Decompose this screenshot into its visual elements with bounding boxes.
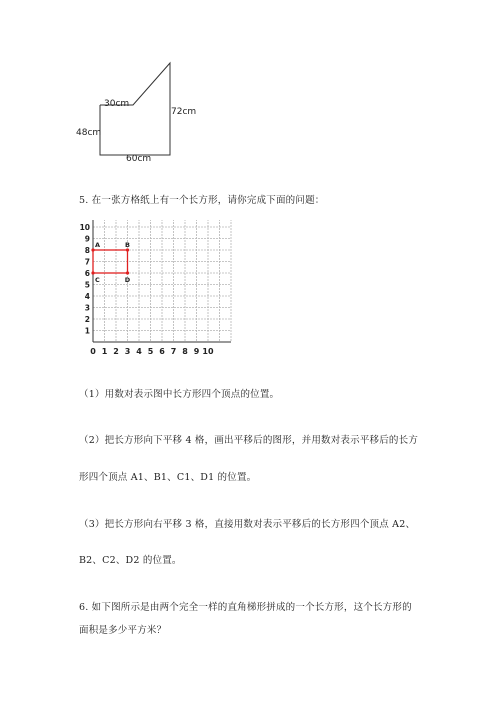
x-tick-label: 3 bbox=[124, 347, 131, 356]
coordinate-grid bbox=[0, 220, 260, 365]
y-tick-label: 10 bbox=[79, 223, 90, 232]
question-5-part-3-line-1: （3）把长方形向右平移 3 格，直接用数对表示平移后的长方形四个顶点 A2、 bbox=[79, 519, 416, 530]
x-tick-label: 2 bbox=[113, 347, 119, 356]
bottom-side-label: 60cm bbox=[126, 154, 152, 164]
question-5-part-2-line-2: 形四个顶点 A1、B1、C1、D1 的位置。 bbox=[79, 472, 257, 483]
question-5-part-3-line-2: B2、C2、D2 的位置。 bbox=[79, 555, 182, 566]
x-tick-label: 8 bbox=[182, 347, 188, 356]
vertex-label-d: D bbox=[124, 276, 131, 284]
x-tick-label: 9 bbox=[193, 347, 200, 356]
y-tick-label: 8 bbox=[84, 246, 90, 255]
left-side-label: 48cm bbox=[76, 128, 102, 138]
right-side-label: 72cm bbox=[171, 107, 197, 117]
x-tick-label: 4 bbox=[136, 347, 142, 356]
x-tick-label: 5 bbox=[147, 347, 154, 356]
y-tick-label: 1 bbox=[84, 326, 90, 336]
x-tick-label: 1 bbox=[101, 347, 108, 356]
question-5-part-1: （1）用数对表示图中长方形四个顶点的位置。 bbox=[79, 389, 280, 400]
vertex-label-a: A bbox=[95, 241, 101, 249]
y-tick-label: 5 bbox=[84, 280, 90, 290]
top-side-label: 30cm bbox=[104, 99, 130, 109]
question-5-title: 5. 在一张方格纸上有一个长方形，请你完成下面的问题： bbox=[79, 195, 325, 206]
y-tick-label: 2 bbox=[84, 315, 90, 324]
vertex-label-c: C bbox=[95, 276, 100, 284]
x-tick-label: 7 bbox=[170, 347, 177, 356]
x-tick-label: 6 bbox=[159, 347, 165, 356]
y-tick-label: 9 bbox=[84, 234, 90, 244]
y-tick-label: 7 bbox=[84, 257, 90, 267]
vertex-label-b: B bbox=[125, 241, 130, 249]
vertex-point-d bbox=[126, 271, 129, 274]
question-5-part-2-line-1: （2）把长方形向下平移 4 格，画出平移后的图形，并用数对表示平移后的长方 bbox=[79, 435, 419, 446]
rectangle-abcd bbox=[93, 250, 128, 273]
trapezoid-shape bbox=[0, 0, 500, 180]
y-tick-label: 4 bbox=[84, 292, 90, 301]
y-tick-label: 6 bbox=[84, 269, 90, 278]
x-tick-label: 10 bbox=[202, 347, 214, 356]
x-tick-label: 0 bbox=[90, 347, 96, 356]
question-6-line-1: 6. 如下图所示是由两个完全一样的直角梯形拼成的一个长方形，这个长方形的 bbox=[79, 602, 412, 613]
vertex-point-c bbox=[91, 271, 94, 274]
question-6-line-2: 面积是多少平方米？ bbox=[79, 625, 167, 636]
y-tick-label: 3 bbox=[84, 303, 90, 313]
